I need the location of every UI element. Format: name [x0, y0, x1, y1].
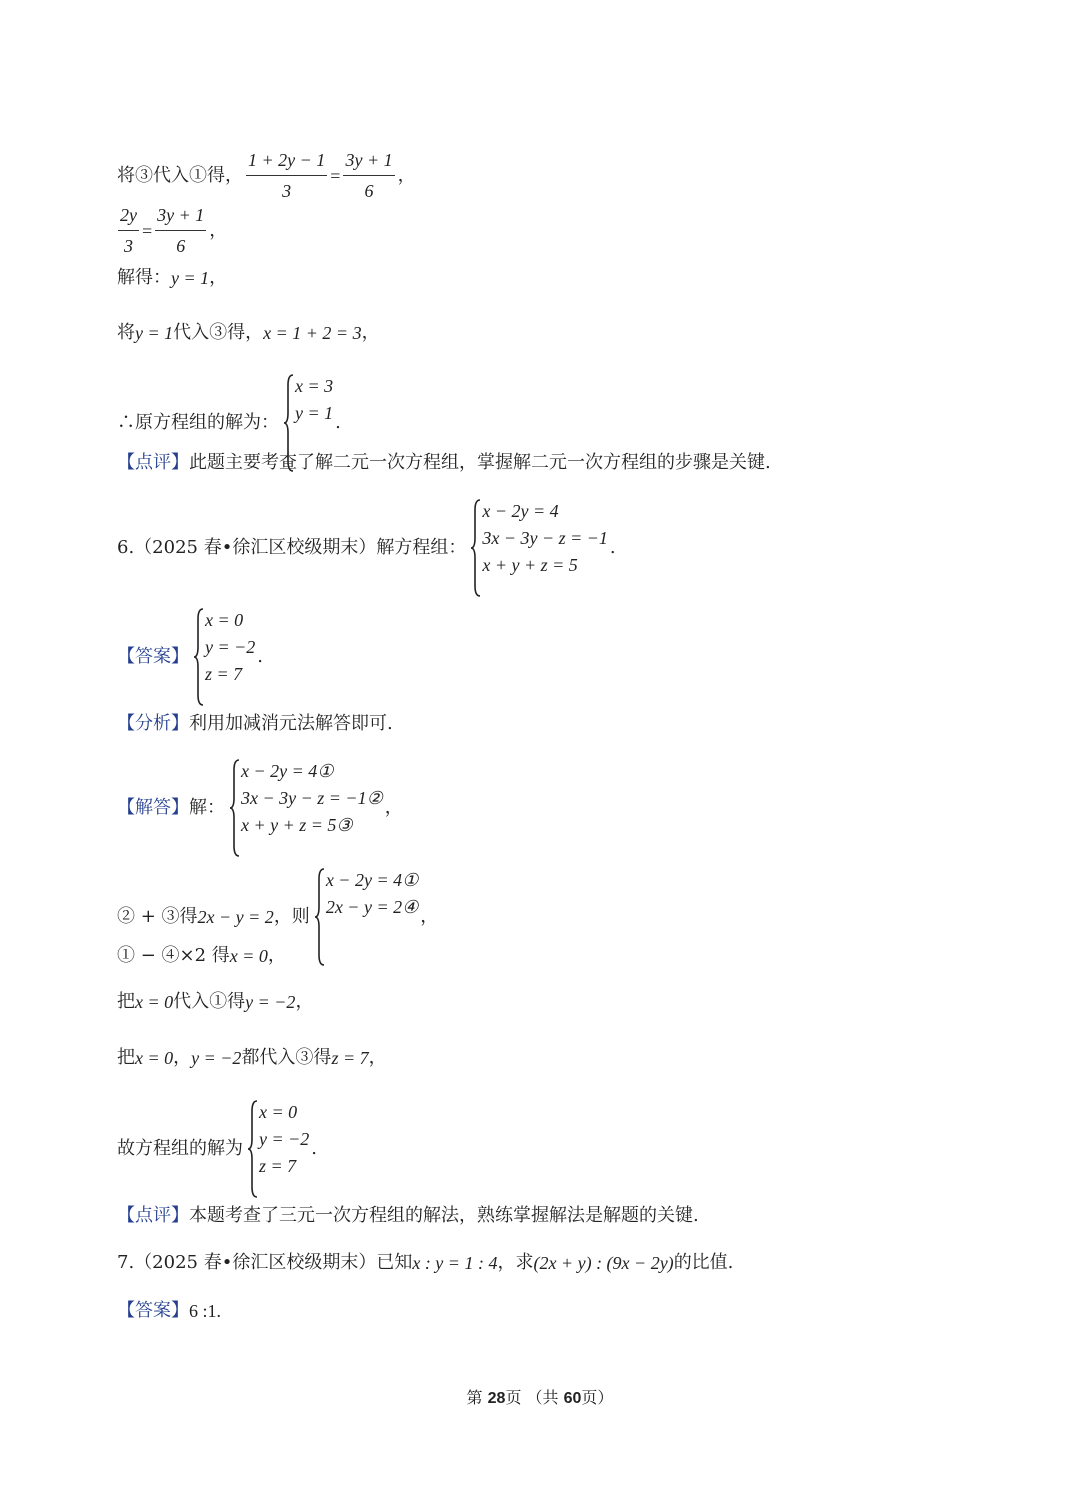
text: 故方程组的解为	[117, 1138, 243, 1159]
system-rows	[205, 607, 255, 707]
equation: y = −2	[205, 637, 256, 657]
equation: x − 2y = 4	[482, 501, 559, 521]
math: y = −2	[191, 1048, 242, 1068]
total-pages: 60	[563, 1390, 582, 1407]
math: y = −2	[245, 992, 296, 1012]
footer-middle: 页 （共	[505, 1388, 564, 1407]
left-brace	[247, 1099, 259, 1199]
numerator: 1 + 2y − 1	[246, 148, 327, 176]
left-brace	[193, 607, 205, 707]
fraction	[246, 148, 327, 203]
system-rows	[241, 758, 383, 858]
math: (2x + y) : (9x − 2y)	[533, 1253, 674, 1273]
system-rows	[482, 498, 608, 598]
equation: 3x − 3y − z = −1	[482, 528, 608, 548]
fraction	[343, 148, 394, 203]
current-page: 28	[487, 1390, 506, 1407]
equals: =	[142, 220, 153, 241]
punct: ，	[397, 164, 416, 186]
text: ① − ④×2 得	[117, 945, 230, 966]
page-footer	[0, 1388, 1080, 1409]
left-brace	[470, 498, 482, 598]
solution-6	[117, 758, 403, 858]
step-simplified-equation	[115, 203, 227, 258]
equation-system	[470, 498, 608, 598]
text: 将③代入①得，	[117, 164, 243, 186]
review-text: 此题主要考查了解二元一次方程组，掌握解二元一次方程组的步骤是关键.	[189, 452, 771, 473]
system-rows	[326, 867, 418, 967]
final-solution-6	[117, 1099, 317, 1199]
left-brace	[229, 758, 241, 858]
review-text: 本题考查了三元一次方程组的解法，熟练掌握解法是解题的关键.	[189, 1205, 699, 1226]
math: x = 1 + 2 = 3	[263, 323, 362, 343]
left-brace	[314, 867, 326, 967]
equation: 2x − y = 2④	[325, 897, 419, 917]
equation-system	[247, 1099, 309, 1199]
step-solve-y	[117, 266, 227, 290]
denominator: 6	[364, 181, 374, 201]
math: z = 7	[331, 1048, 369, 1068]
equation: x = 0	[259, 1102, 298, 1122]
review-6	[117, 1204, 699, 1228]
numerator: 3y + 1	[343, 148, 394, 176]
punct: .	[311, 1138, 318, 1159]
review-tag: 【点评】	[117, 452, 189, 473]
denominator: 6	[176, 236, 186, 256]
answer-tag: 【答案】	[117, 646, 189, 667]
math: x = 0	[229, 946, 268, 966]
punct: ，	[209, 267, 228, 288]
punct: .	[609, 537, 616, 558]
math: x = 0	[135, 992, 174, 1012]
text: 的比值.	[673, 1252, 734, 1273]
text: 解得：	[117, 267, 171, 288]
step-substitute-3-into-1	[117, 148, 416, 203]
text: 把	[117, 991, 135, 1012]
punct: ，	[295, 991, 314, 1012]
text: 将	[117, 322, 135, 343]
punct: ，	[209, 219, 228, 241]
text: 代入③得，	[173, 322, 264, 343]
question-text: 7.（2025 春•徐汇区校级期末）已知	[117, 1252, 413, 1273]
equation: 3x − 3y − z = −1②	[241, 788, 383, 808]
equation: z = 7	[259, 1156, 297, 1176]
text: 把	[117, 1047, 135, 1068]
question-6	[117, 498, 616, 598]
punct: ，	[420, 906, 439, 927]
equation: x − 2y = 4①	[325, 870, 419, 890]
equation: y = −2	[259, 1129, 310, 1149]
system-rows	[259, 1099, 309, 1199]
answer-7	[117, 1299, 221, 1323]
review-tag: 【点评】	[117, 1205, 189, 1226]
math: x = 0	[135, 1048, 174, 1068]
equals: =	[330, 165, 341, 186]
equation-system	[314, 867, 418, 967]
step-find-y	[117, 990, 313, 1014]
math: x : y = 1 : 4	[412, 1253, 498, 1273]
answer-6	[117, 607, 263, 707]
fraction	[155, 203, 206, 258]
equation-system	[229, 758, 383, 858]
punct: .	[257, 646, 264, 667]
text: 都代入③得	[241, 1047, 332, 1068]
solution-tag: 【解答】	[117, 797, 189, 818]
text: ，求	[497, 1252, 534, 1273]
step-solve-x	[117, 321, 380, 345]
equation: z = 7	[205, 664, 243, 684]
text: ② + ③得	[117, 906, 198, 927]
equation: x + y + z = 5	[482, 555, 578, 575]
footer-suffix: 页）	[581, 1388, 614, 1407]
equation: x + y + z = 5③	[241, 815, 353, 835]
denominator: 3	[282, 181, 292, 201]
equation: x − 2y = 4①	[241, 761, 334, 781]
step-eliminate-y	[117, 944, 286, 968]
footer-prefix: 第	[466, 1388, 488, 1407]
numerator: 3y + 1	[155, 203, 206, 231]
equation: y = 1	[295, 403, 334, 423]
numerator: 2y	[118, 203, 139, 231]
answer-text: 6 :1.	[189, 1301, 222, 1321]
answer-tag: 【答案】	[117, 1300, 189, 1321]
equation: x = 0	[205, 610, 244, 630]
fraction	[118, 203, 139, 258]
punct: ，	[384, 797, 403, 818]
math: 2x − y = 2	[197, 907, 274, 927]
punct: .	[335, 412, 341, 433]
review-5	[117, 451, 771, 475]
punct: ，	[368, 1047, 387, 1068]
analysis-text: 利用加减消元法解答即可.	[189, 713, 393, 734]
question-text: 6.（2025 春•徐汇区校级期末）解方程组：	[117, 537, 467, 558]
text: ，	[173, 1047, 192, 1068]
math: y = 1	[135, 323, 174, 343]
analysis-tag: 【分析】	[117, 713, 189, 734]
equation-system	[193, 607, 255, 707]
text: ∴原方程组的解为：	[117, 412, 279, 433]
denominator: 3	[124, 236, 133, 256]
punct: ，	[361, 322, 380, 343]
punct: ，	[267, 945, 286, 966]
text: ，则	[273, 906, 310, 927]
equation: x = 3	[295, 376, 334, 396]
step-find-z	[117, 1046, 387, 1070]
solution-text: 解：	[189, 797, 225, 818]
text: 代入①得	[173, 991, 246, 1012]
math: y = 1	[171, 268, 210, 288]
analysis-6	[117, 712, 393, 736]
question-7	[117, 1251, 733, 1275]
